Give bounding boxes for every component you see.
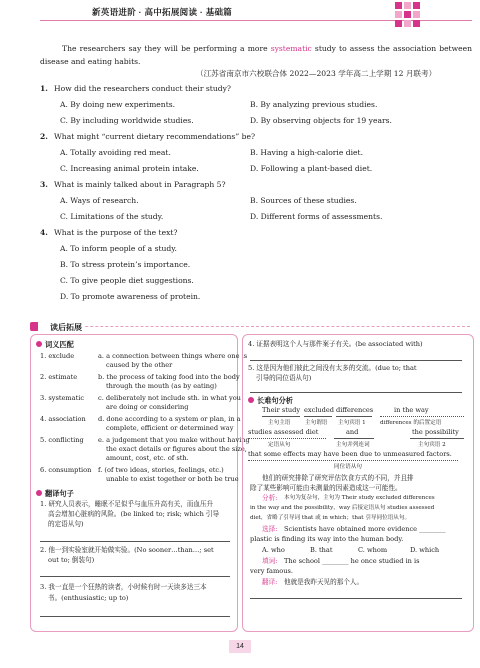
page-header bbox=[0, 0, 480, 34]
vocab-def: unable to exist together or both be true bbox=[106, 475, 239, 483]
diagram-phrase: the possibility bbox=[412, 428, 459, 436]
diagram-note: 定语从句 bbox=[268, 442, 291, 448]
translate-item: 高会增加心脏病的风险。(be linked to; risk; which 引导 bbox=[48, 510, 220, 518]
translate-item: 的定语从句) bbox=[48, 520, 84, 528]
choice-option[interactable]: B. that bbox=[310, 546, 333, 554]
page-number: 14 bbox=[229, 640, 251, 653]
option[interactable]: D. Following a plant-based diet. bbox=[250, 164, 373, 173]
translate-item: 引导的同位语从句) bbox=[256, 374, 312, 382]
vocab-word: 1. exclude bbox=[40, 352, 75, 360]
diagram-phrase: excluded bbox=[304, 406, 335, 414]
diagram-note: 主句宾语 2 bbox=[418, 442, 446, 448]
section-divider bbox=[30, 326, 470, 327]
diagram-phrase: differences bbox=[336, 406, 374, 414]
translate-item: 书。(enthusiastic; up to) bbox=[48, 594, 129, 602]
vocab-def: the exact details or figures about the size, bbox=[106, 445, 247, 453]
answer-line[interactable] bbox=[250, 392, 462, 393]
vocab-word: 4. association bbox=[40, 415, 86, 423]
option[interactable]: C. Limitations of the study. bbox=[60, 212, 164, 221]
translate-item: 5. 这是因为他们彼此之间没有太多的交流。(due to; that bbox=[248, 364, 417, 372]
fill-question: The school ________ he once studied in is bbox=[284, 557, 420, 565]
question-number: 2. bbox=[40, 132, 48, 141]
option[interactable]: A. By doing new experiments. bbox=[60, 100, 176, 109]
option[interactable]: B. By analyzing previous studies. bbox=[250, 100, 378, 109]
analysis-text: diet，省略了引导词 that 或 in which；that 引导同位语从句。 bbox=[250, 515, 411, 521]
vocab-word: 6. consumption bbox=[40, 466, 92, 474]
choice-option[interactable]: D. which bbox=[410, 546, 440, 554]
diagram-note: 主句并列连词 bbox=[336, 442, 370, 448]
answer-line[interactable] bbox=[40, 576, 230, 577]
question-number: 4. bbox=[40, 228, 48, 237]
vocab-def: are doing or considering bbox=[106, 403, 189, 411]
option[interactable]: B. To stress protein’s importance. bbox=[60, 260, 191, 269]
question-number: 3. bbox=[40, 180, 48, 189]
question-stem: What is the purpose of the text? bbox=[54, 228, 178, 237]
answer-line[interactable] bbox=[40, 616, 230, 617]
diagram-underline bbox=[248, 438, 326, 439]
vocab-def: b. the process of taking food into the body bbox=[98, 373, 240, 381]
question-stem: How did the researchers conduct their study? bbox=[54, 84, 231, 93]
passage-text-before: The researchers say they will be performing a more bbox=[62, 44, 271, 53]
vocab-def: c. deliberately not include sth. in what you bbox=[98, 394, 241, 402]
vocab-word: 3. systematic bbox=[40, 394, 85, 402]
passage-paragraph bbox=[40, 42, 472, 68]
diagram-underline bbox=[380, 416, 464, 417]
option[interactable]: A. Ways of research. bbox=[60, 196, 139, 205]
option[interactable]: B. Sources of these studies. bbox=[250, 196, 357, 205]
diagram-note: 同位语从句 bbox=[334, 464, 362, 470]
vocab-word: 5. conflicting bbox=[40, 436, 84, 444]
book-title: 新英语进阶 · 高中拓展阅读 · 基础篇 bbox=[92, 7, 233, 17]
fill-label: 填词: bbox=[262, 557, 278, 565]
passage-source: （江苏省南京市六校联合体 2022—2023 学年高二上学期 12 月联考） bbox=[196, 69, 437, 78]
diagram-underline bbox=[262, 416, 300, 417]
translate-item: 3. 我一直是一个狂热的读者，小时候有时一天读多达三本 bbox=[40, 583, 207, 591]
analysis-text: in the way and the possibility，way 后接定语从句 studies assessed bbox=[250, 505, 435, 511]
sentence-translation: 除了某些影响可能由未测量的因素造成这一可能性。 bbox=[250, 484, 402, 492]
vocab-word: 2. estimate bbox=[40, 373, 78, 381]
trans-prompt: 他就是我昨天见的那个人。 bbox=[284, 578, 364, 586]
diagram-phrase: in the way bbox=[394, 406, 429, 414]
section-title: 读后拓展 bbox=[38, 322, 85, 333]
analysis-text: 本句为复杂句，主句为 Their study excluded differences bbox=[284, 495, 435, 501]
vocab-def: e. a judgement that you make without having bbox=[98, 436, 250, 444]
option[interactable]: C. By including worldwide studies. bbox=[60, 116, 194, 125]
translate-item: 4. 证据表明这个人与那件案子有关。(be associated with) bbox=[248, 340, 423, 348]
option[interactable]: A. To inform people of a study. bbox=[60, 244, 177, 253]
vocab-def: through the mouth (as by eating) bbox=[106, 382, 217, 390]
question-stem: What is mainly talked about in Paragraph 5? bbox=[54, 180, 226, 189]
fill-question: very famous. bbox=[250, 567, 293, 575]
vocab-def: d. done according to a system or plan, in a bbox=[98, 415, 241, 423]
choice-option[interactable]: C. whom bbox=[358, 546, 388, 554]
analysis-title: 长难句分析 bbox=[248, 396, 293, 406]
option[interactable]: D. Different forms of assessments. bbox=[250, 212, 383, 221]
choice-option[interactable]: A. who bbox=[262, 546, 285, 554]
answer-line[interactable] bbox=[40, 541, 230, 542]
diagram-phrase: studies assessed diet bbox=[248, 428, 319, 436]
diagram-underline bbox=[410, 438, 464, 439]
option[interactable]: D. To promote awareness of protein. bbox=[60, 292, 201, 301]
translate-title: 翻译句子 bbox=[36, 489, 74, 499]
translate-item: 1. 研究人员表示，睡眠不足似乎与血压升高有关，而血压升 bbox=[40, 500, 214, 508]
diagram-underline bbox=[304, 416, 332, 417]
choice-question: Scientists have obtained more evidence ________ bbox=[284, 525, 446, 533]
answer-line[interactable] bbox=[250, 360, 462, 361]
vocab-def: amount, cost, etc. of sth. bbox=[106, 454, 189, 462]
trans-label: 翻译: bbox=[262, 578, 278, 586]
diagram-note: 主句谓语 bbox=[305, 420, 328, 426]
option[interactable]: D. By observing objects for 19 years. bbox=[250, 116, 392, 125]
diagram-underline bbox=[248, 460, 458, 461]
vocab-def: complete, efficient or determined way bbox=[106, 424, 234, 432]
vocab-def: a. a connection between things where one is bbox=[98, 352, 248, 360]
diagram-phrase: that some effects may have been due to unmeasured factors. bbox=[248, 450, 452, 458]
analysis-label: 分析: bbox=[262, 494, 278, 502]
question-stem: What might “current dietary recommendations” be? bbox=[54, 132, 256, 141]
choice-label: 选择: bbox=[262, 525, 278, 533]
passage-text-after: study to assess the association between disease and eating habits. bbox=[40, 44, 472, 66]
diagram-underline bbox=[336, 416, 372, 417]
diagram-underline bbox=[334, 438, 374, 439]
translate-item: out to; 倒装句) bbox=[48, 556, 95, 564]
diagram-note: differences 的后置定语 bbox=[380, 420, 442, 426]
vocab-title: 词义匹配 bbox=[36, 340, 74, 350]
highlight-word: systematic bbox=[270, 44, 312, 53]
option[interactable]: C. Increasing animal protein intake. bbox=[60, 164, 199, 173]
option[interactable]: A. Totally avoiding red meat. bbox=[60, 148, 171, 157]
diagram-phrase: Their study bbox=[262, 406, 301, 414]
choice-question: plastic is finding its way into the human body. bbox=[250, 535, 404, 543]
checker-logo-icon bbox=[395, 2, 421, 28]
translate-item: 2. 他一到实验室就开始做实验。(No sooner…than…; set bbox=[40, 546, 214, 554]
vocab-def: f. (of two ideas, stories, feelings, etc.) bbox=[98, 466, 224, 474]
diagram-note: 主句宾语 1 bbox=[338, 420, 366, 426]
option[interactable]: C. To give people diet suggestions. bbox=[60, 276, 194, 285]
answer-line[interactable] bbox=[250, 598, 462, 599]
question-number: 1. bbox=[40, 84, 48, 93]
diagram-phrase: and bbox=[346, 428, 359, 436]
vocab-def: caused by the other bbox=[106, 361, 173, 369]
sentence-translation: 他们的研究排除了研究评估饮食方式的不同，并且排 bbox=[262, 474, 414, 482]
diagram-note: 主句主语 bbox=[268, 420, 291, 426]
option[interactable]: B. Having a high-calorie diet. bbox=[250, 148, 364, 157]
